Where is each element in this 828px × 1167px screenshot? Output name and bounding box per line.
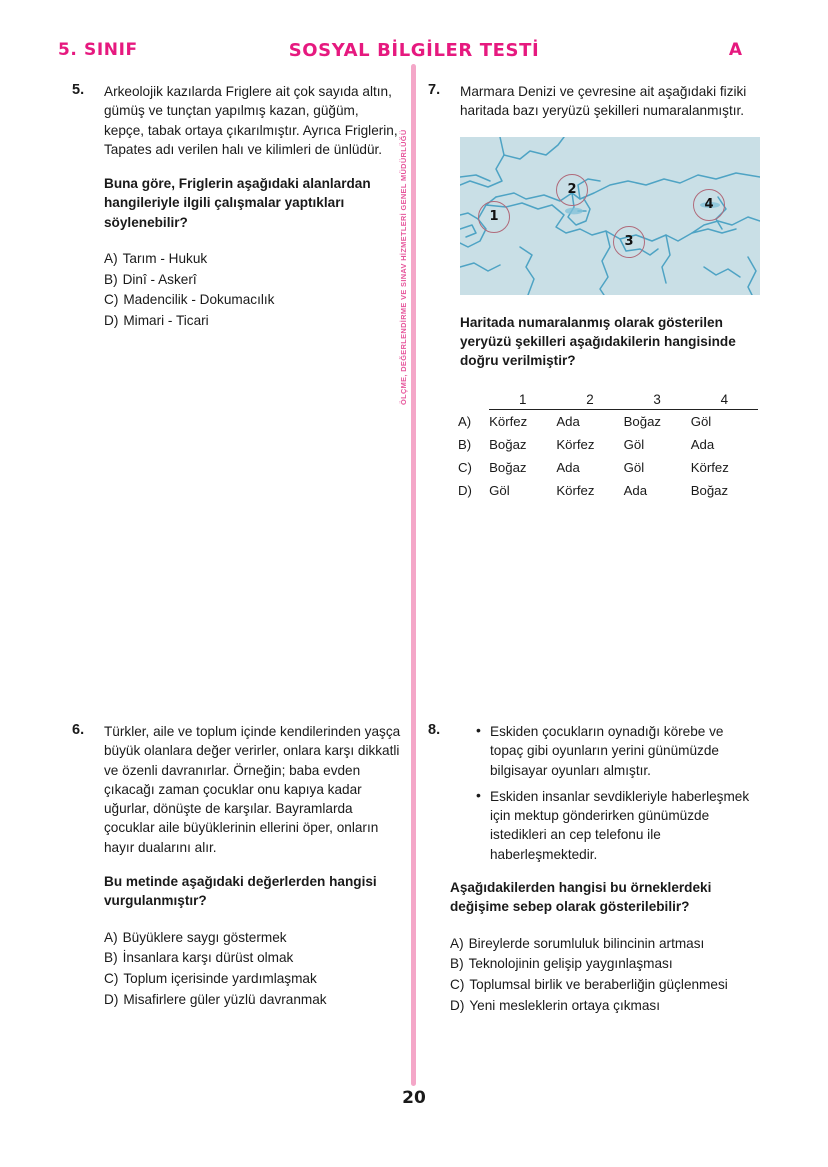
map-marker-label: 4	[704, 197, 714, 213]
matrix-cell: Ada	[690, 437, 715, 453]
option-letter: C)	[104, 970, 119, 986]
matrix-cell: Boğaz	[690, 483, 729, 499]
option-row[interactable]	[450, 996, 758, 1017]
question-5-stem: Buna göre, Friglerin aşağıdaki alanlardan hangileriyle ilgili çalışmalar yaptıkları söylenebilir?	[104, 176, 371, 230]
matrix-cell: Göl	[489, 483, 510, 499]
matrix-row-letter: A)	[458, 414, 472, 430]
option-row[interactable]	[450, 934, 758, 955]
option-text: Tarım - Hukuk	[122, 251, 208, 267]
map-marker-label: 1	[489, 209, 499, 225]
question-8-number: 8.	[428, 722, 441, 738]
option-text: Teknolojinin gelişip yaygınlaşması	[468, 956, 673, 972]
option-row[interactable]	[104, 290, 402, 311]
matrix-col-header: 1	[489, 392, 556, 410]
matrix-cell: Ada	[556, 460, 580, 476]
option-letter: B)	[104, 271, 118, 287]
matrix-col-header: 3	[624, 392, 691, 410]
list-item: • Eskiden çocukların oynadığı körebe ve topaç gibi oyunların yerini günümüzde bilgisayar oyunları almıştır.	[490, 722, 758, 780]
header-test-title: SOSYAL BİLGİLER TESTİ	[288, 40, 540, 61]
question-6-number: 6.	[72, 722, 85, 738]
matrix-cell: Körfez	[489, 414, 528, 430]
matrix-col-header: 4	[691, 392, 758, 410]
question-8-bullet-list	[474, 722, 758, 864]
option-row[interactable]	[104, 969, 402, 990]
matrix-header-row	[458, 392, 758, 410]
option-letter: B)	[104, 950, 118, 966]
option-letter: A)	[450, 935, 464, 951]
option-row[interactable]	[104, 311, 402, 332]
option-row[interactable]	[450, 975, 758, 996]
question-5-passage: Arkeolojik kazılarda Friglere ait çok sayıda altın, gümüş ve tunçtan yapılmış kazan, güğüm, kepçe, tabak ortaya çıkarılmıştır. Ayrıca Friglerin, Tapates adı verilen halı ve kilimleri de ünlüdür.	[104, 84, 398, 157]
matrix-cell: Göl	[623, 437, 645, 453]
header-booklet-letter: A	[728, 40, 742, 60]
question-7-number: 7.	[428, 82, 441, 98]
option-letter: D)	[104, 313, 119, 329]
option-row[interactable]	[104, 270, 402, 291]
table-row[interactable]	[458, 456, 758, 479]
option-row[interactable]	[104, 990, 402, 1011]
question-8	[428, 722, 758, 1016]
map-marker-4[interactable]	[693, 189, 725, 221]
option-row[interactable]	[104, 948, 402, 969]
question-5-options	[104, 249, 402, 332]
matrix-cell: Boğaz	[489, 460, 527, 476]
matrix-col-header: 2	[556, 392, 623, 410]
option-letter: D)	[104, 991, 119, 1007]
matrix-cell: Boğaz	[623, 414, 662, 430]
question-6-passage: Türkler, aile ve toplum içinde kendilerinden yaşça büyük olanlara değer verirler, onlara karşı dikkatli ve özenli davranırlar. Örneğin; baba evden çıkacağı zaman çocuklar onu kapıya kadar uğurlar, dönüşte de karşılar. Bayramlarda çocuklar aile büyüklerinin ellerini öper, onların hayır dualarını alır.	[104, 724, 401, 855]
map-marker-3[interactable]	[613, 226, 645, 258]
option-row[interactable]	[104, 928, 402, 949]
matrix-cell: Körfez	[556, 483, 595, 499]
map-marker-1[interactable]	[478, 201, 510, 233]
matrix-cell: Ada	[556, 414, 580, 430]
option-text: Misafirlere güler yüzlü davranmak	[123, 991, 327, 1007]
option-text: Büyüklere saygı göstermek	[122, 929, 287, 945]
option-letter: B)	[450, 956, 464, 972]
matrix-corner-cell	[458, 392, 489, 410]
matrix-cell: Körfez	[556, 437, 595, 453]
question-6-options	[104, 928, 402, 1011]
option-letter: C)	[104, 292, 119, 308]
matrix-row-letter: C)	[458, 460, 472, 476]
option-text: Dinî - Askerî	[122, 271, 197, 287]
table-row[interactable]	[458, 410, 758, 434]
option-letter: C)	[450, 976, 465, 992]
question-7-stem: Haritada numaralanmış olarak gösterilen yeryüzü şekilleri aşağıdakilerin hangisinde doğru verilmiştir?	[460, 314, 736, 369]
option-letter: A)	[104, 251, 118, 267]
matrix-cell: Ada	[623, 483, 648, 499]
matrix-cell: Boğaz	[489, 437, 527, 453]
option-text: Bireylerde sorumluluk bilincinin artması	[468, 935, 705, 951]
question-8-stem: Aşağıdakilerden hangisi bu örneklerdeki değişime sebep olarak gösterilebilir?	[450, 880, 712, 915]
page-number: 20	[402, 1088, 426, 1108]
option-letter: A)	[104, 929, 118, 945]
matrix-cell: Göl	[690, 414, 712, 430]
matrix-row-letter: D)	[458, 483, 472, 499]
table-row[interactable]	[458, 433, 758, 456]
column-divider	[411, 64, 416, 1086]
option-row[interactable]	[450, 954, 758, 975]
question-8-options	[450, 934, 758, 1017]
option-letter: D)	[450, 997, 465, 1013]
header-class-label: 5. SINIF	[58, 40, 138, 60]
option-text: Toplumsal birlik ve beraberliğin güçlenmesi	[469, 976, 728, 992]
question-7-passage: Marmara Denizi ve çevresine ait aşağıdaki fiziki haritada bazı yeryüzü şekilleri numaralanmıştır.	[460, 84, 747, 119]
question-7	[428, 82, 758, 502]
option-text: İnsanlara karşı dürüst olmak	[122, 950, 294, 966]
question-5-number: 5.	[72, 82, 85, 98]
map-marker-label: 2	[567, 182, 577, 198]
table-row[interactable]	[458, 479, 758, 502]
institution-vertical-label: ÖLÇME, DEĞERLENDİRME VE SINAV HİZMETLERİ GENEL MÜDÜRLÜĞÜ	[399, 129, 408, 405]
option-text: Toplum içerisinde yardımlaşmak	[123, 970, 317, 986]
matrix-cell: Körfez	[690, 460, 729, 476]
question-6-stem: Bu metinde aşağıdaki değerlerden hangisi vurgulanmıştır?	[104, 874, 377, 909]
question-5	[72, 82, 402, 332]
matrix-cell: Göl	[623, 460, 645, 476]
option-row[interactable]	[104, 249, 402, 270]
marmara-physical-map	[460, 137, 760, 295]
option-text: Madencilik - Dokumacılık	[123, 292, 275, 308]
question-6	[72, 722, 402, 1010]
option-text: Mimari - Ticari	[123, 313, 209, 329]
map-marker-2[interactable]	[556, 174, 588, 206]
question-7-answer-matrix	[458, 392, 758, 502]
matrix-row-letter: B)	[458, 437, 472, 453]
option-text: Yeni mesleklerin ortaya çıkması	[469, 997, 661, 1013]
list-item: • Eskiden insanlar sevdikleriyle haberleşmek için mektup gönderirken günümüzde istedikleri an cep telefonu ile haberleşmektedir.	[490, 787, 758, 864]
map-marker-label: 3	[624, 234, 634, 250]
